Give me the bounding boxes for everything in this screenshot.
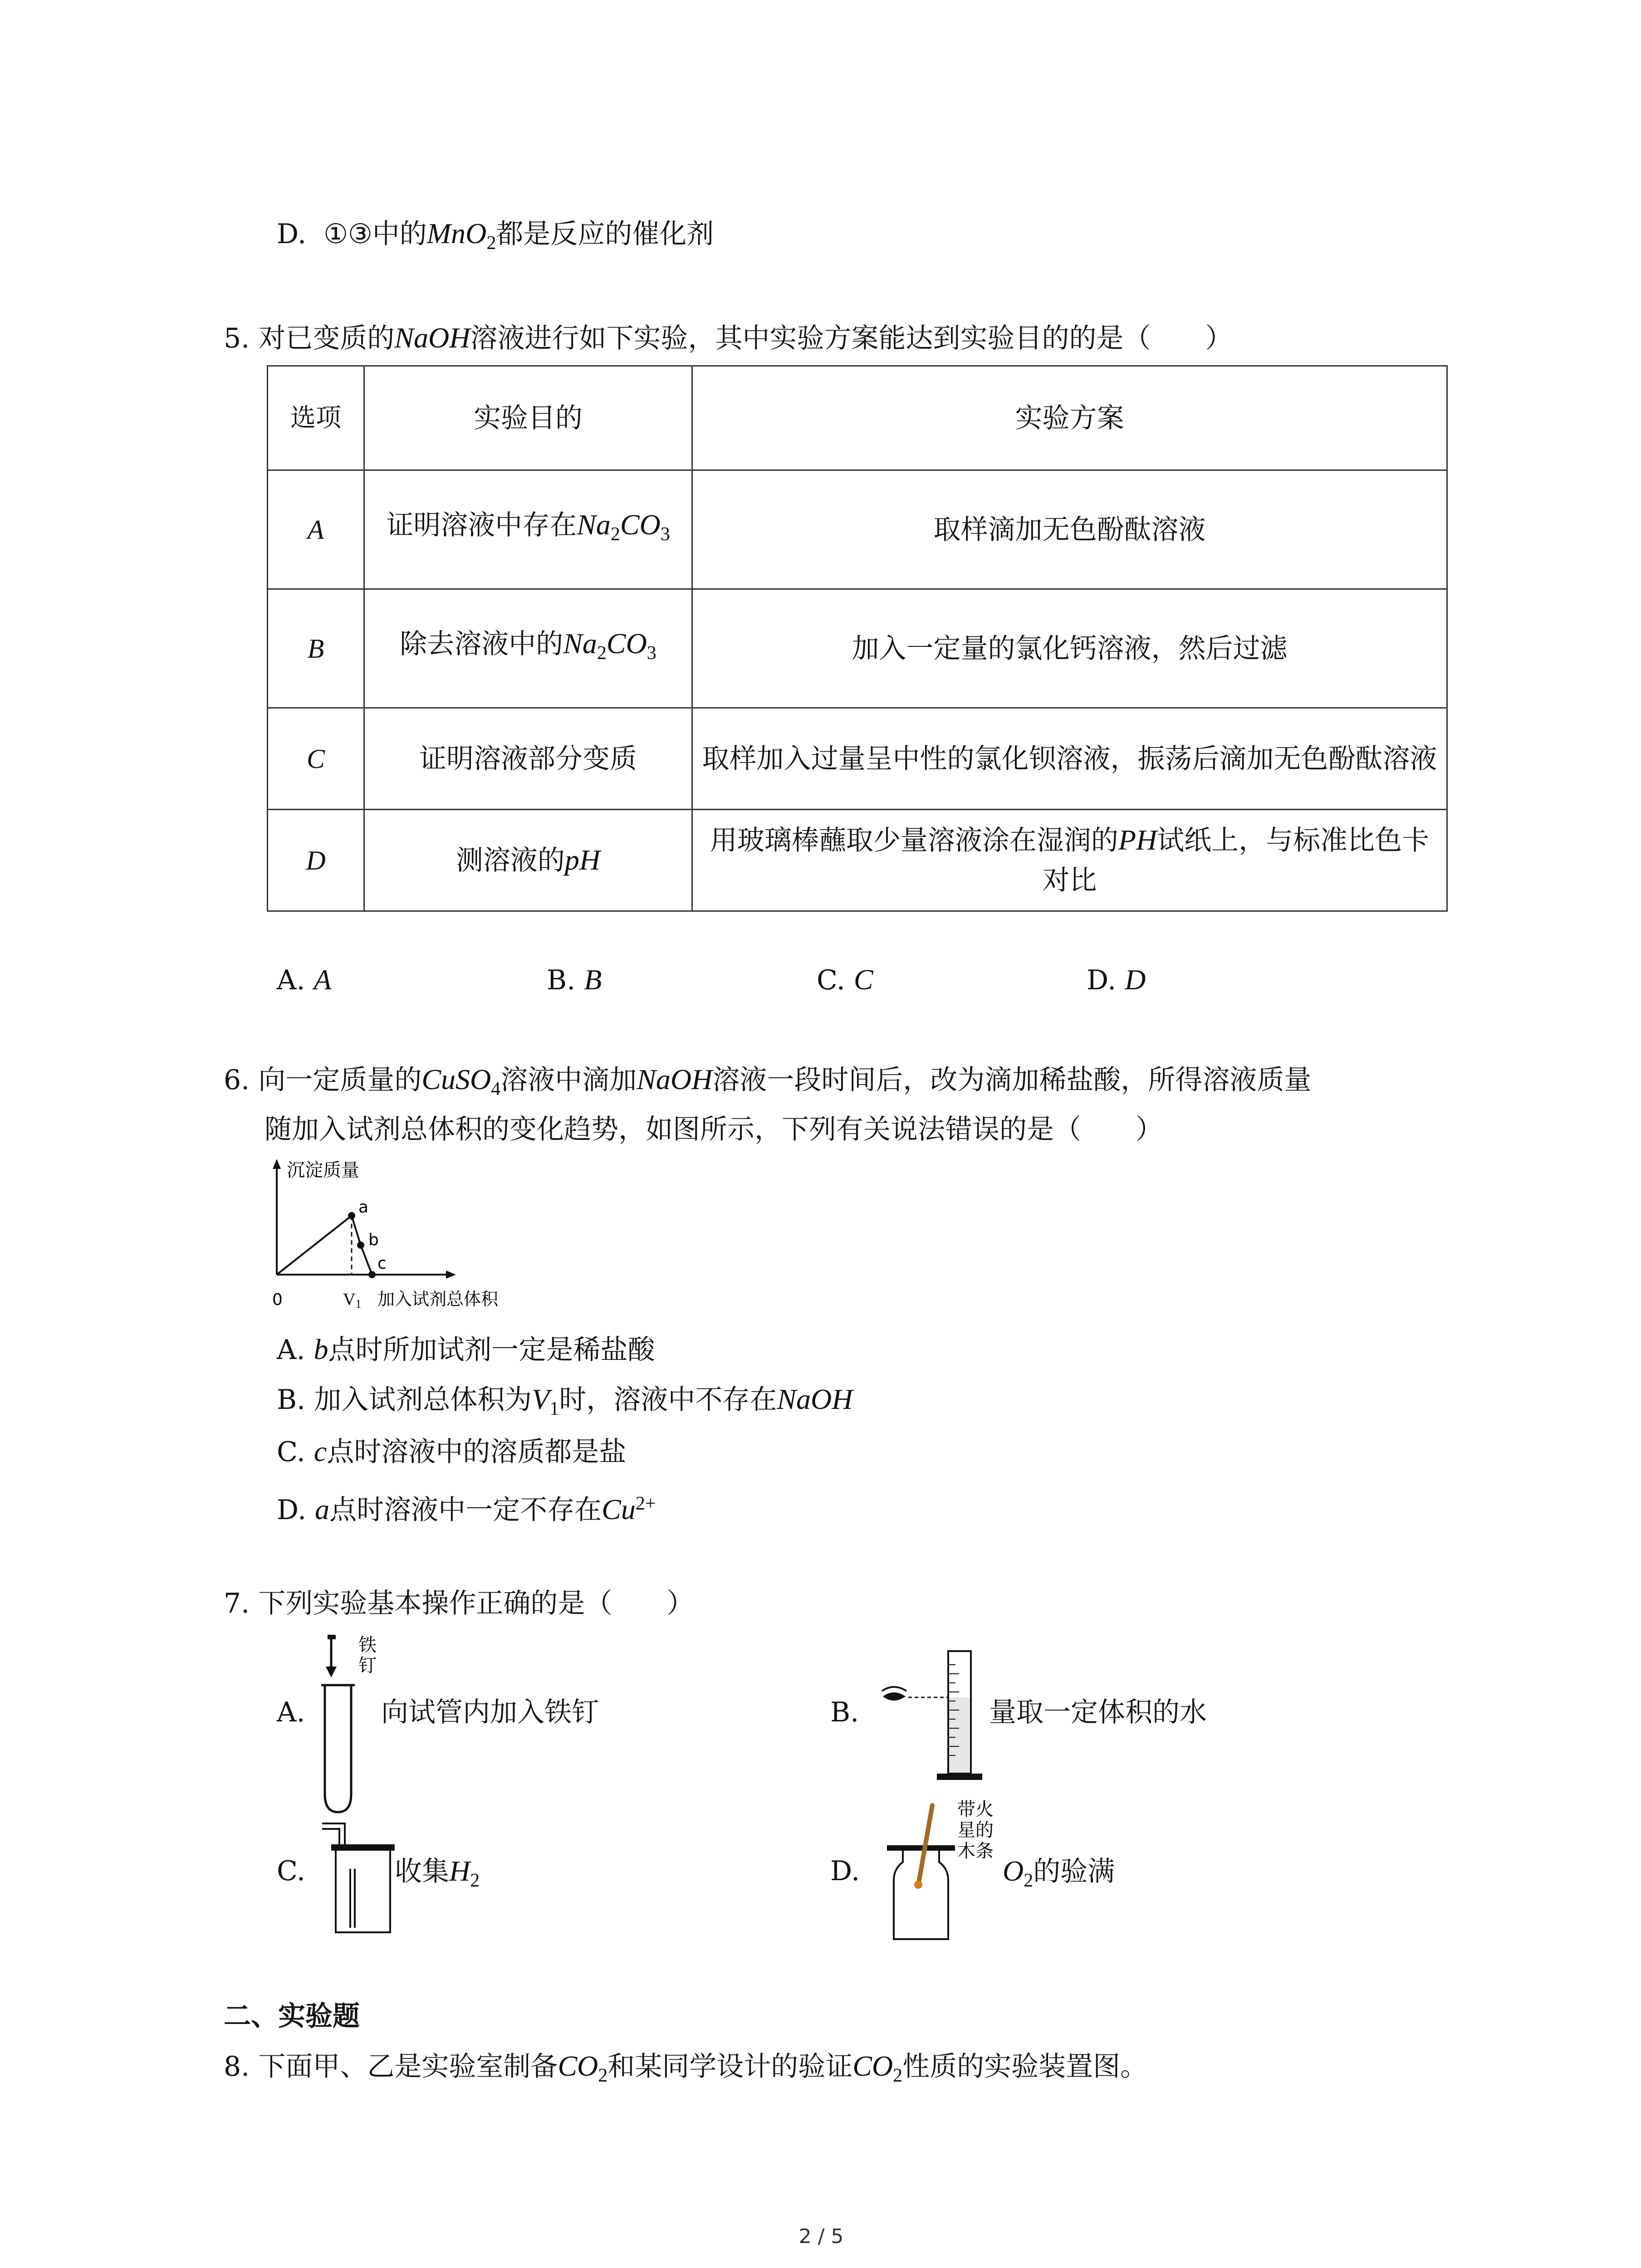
gas-bottle-figure	[318, 1814, 399, 1941]
q6-option-d: D. a点时溶液中一定不存在$Cu^{2+}$	[277, 1493, 656, 1526]
label-b: b	[368, 1231, 379, 1249]
experiment-table	[267, 365, 1448, 912]
page-number: 2 / 5	[798, 2225, 844, 2248]
header-option: 选项	[268, 366, 364, 470]
eye-icon	[883, 1692, 906, 1701]
q8-stem: 8. 下面甲、乙是实验室制备$CO_2$和某同学设计的验证$CO_2$性质的实验装置图。	[224, 2050, 1148, 2086]
svg-text:铁: 铁	[358, 1635, 377, 1656]
q6-option-a: A. b点时所加试剂一定是稀盐酸	[277, 1333, 655, 1366]
table-row: C 证明溶液部分变质 取样加入过量呈中性的氯化钡溶液，振荡后滴加无色酚酞溶液	[268, 708, 1447, 810]
x-axis-label: 加入试剂总体积	[377, 1289, 499, 1309]
point-a	[348, 1212, 355, 1219]
point-c	[368, 1271, 376, 1278]
q7-stem: 7. 下列实验基本操作正确的是（ ）	[224, 1588, 694, 1619]
goal-d: 测溶液的pH	[364, 810, 692, 911]
svg-text:钉: 钉	[358, 1655, 377, 1676]
q5-option-d: D. D	[1087, 963, 1146, 996]
q7-option-c-text: 收集$H_2$	[395, 1855, 480, 1891]
q6-stem-line1: 6. 向一定质量的CuSO$_4$溶液中滴加NaOH溶液一段时间后，改为滴加稀盐酸，所得溶液质量	[224, 1063, 1312, 1100]
section-heading: 二、实验题	[224, 2000, 360, 2032]
q7-option-d-text: $O_2$的验满	[1003, 1855, 1115, 1891]
goal-b: 除去溶液中的$Na_2CO_3$	[364, 589, 692, 708]
q5-option-a: A. A	[277, 963, 332, 996]
label-c: c	[377, 1254, 387, 1273]
y-axis-arrow	[273, 1159, 281, 1169]
bottle-icon	[336, 1846, 390, 1932]
q5-stem: 5. 对已变质的NaOH溶液进行如下实验，其中实验方案能达到实验目的的是（ ）	[224, 322, 1233, 354]
table-row: D 测溶液的pH 用玻璃棒蘸取少量溶液涂在湿润的PH试纸上，与标准比色卡对比	[268, 810, 1447, 911]
splint-icon	[919, 1805, 932, 1882]
graduated-cylinder-figure	[880, 1647, 998, 1787]
table-row: B 除去溶液中的$Na_2CO_3$ 加入一定量的氯化钙溶液，然后过滤	[268, 589, 1447, 708]
q6-option-b: B. 加入试剂总体积为$V_1$时，溶液中不存在NaOH	[277, 1383, 853, 1419]
q7-option-d-label: D.	[830, 1855, 860, 1887]
q5-option-c: C. C	[817, 963, 873, 996]
svg-text:木条: 木条	[957, 1841, 994, 1862]
test-tube-icon	[325, 1685, 351, 1812]
q7-option-c-label: C.	[277, 1855, 305, 1887]
label-a: a	[358, 1198, 369, 1217]
svg-text:星的: 星的	[957, 1820, 994, 1841]
q7-option-a-label: A.	[277, 1696, 305, 1728]
q7-option-b-text: 量取一定体积的水	[989, 1696, 1207, 1728]
table-header-row	[268, 366, 1447, 470]
point-b	[357, 1242, 364, 1249]
q7-option-a-text: 向试管内加入铁钉	[381, 1696, 599, 1728]
q7-option-b-label: B.	[830, 1696, 859, 1728]
goal-a: 证明溶液中存在$Na_2CO_3$	[364, 470, 692, 589]
origin-label: 0	[272, 1290, 283, 1309]
q6-stem-line2: 随加入试剂总体积的变化趋势，如图所示，下列有关说法错误的是（ ）	[265, 1114, 1163, 1145]
x-axis-arrow	[446, 1271, 456, 1279]
v1-label: V1	[343, 1290, 362, 1310]
header-goal: 实验目的	[364, 366, 692, 470]
plan-d: 用玻璃棒蘸取少量溶液涂在湿润的PH试纸上，与标准比色卡对比	[692, 810, 1447, 911]
precipitate-graph	[254, 1159, 544, 1327]
q4-option-d: D. ①③中的MnO$_2$都是反应的催化剂	[277, 217, 714, 254]
q5-option-b: B. B	[547, 963, 602, 996]
q6-option-c: C. c点时溶液中的溶质都是盐	[277, 1435, 627, 1468]
y-axis-label: 沉淀质量	[287, 1160, 359, 1181]
svg-text:带火: 带火	[957, 1799, 994, 1820]
table-row: A 证明溶液中存在$Na_2CO_3$ 取样滴加无色酚酞溶液	[268, 470, 1447, 589]
header-plan: 实验方案	[692, 366, 1447, 470]
